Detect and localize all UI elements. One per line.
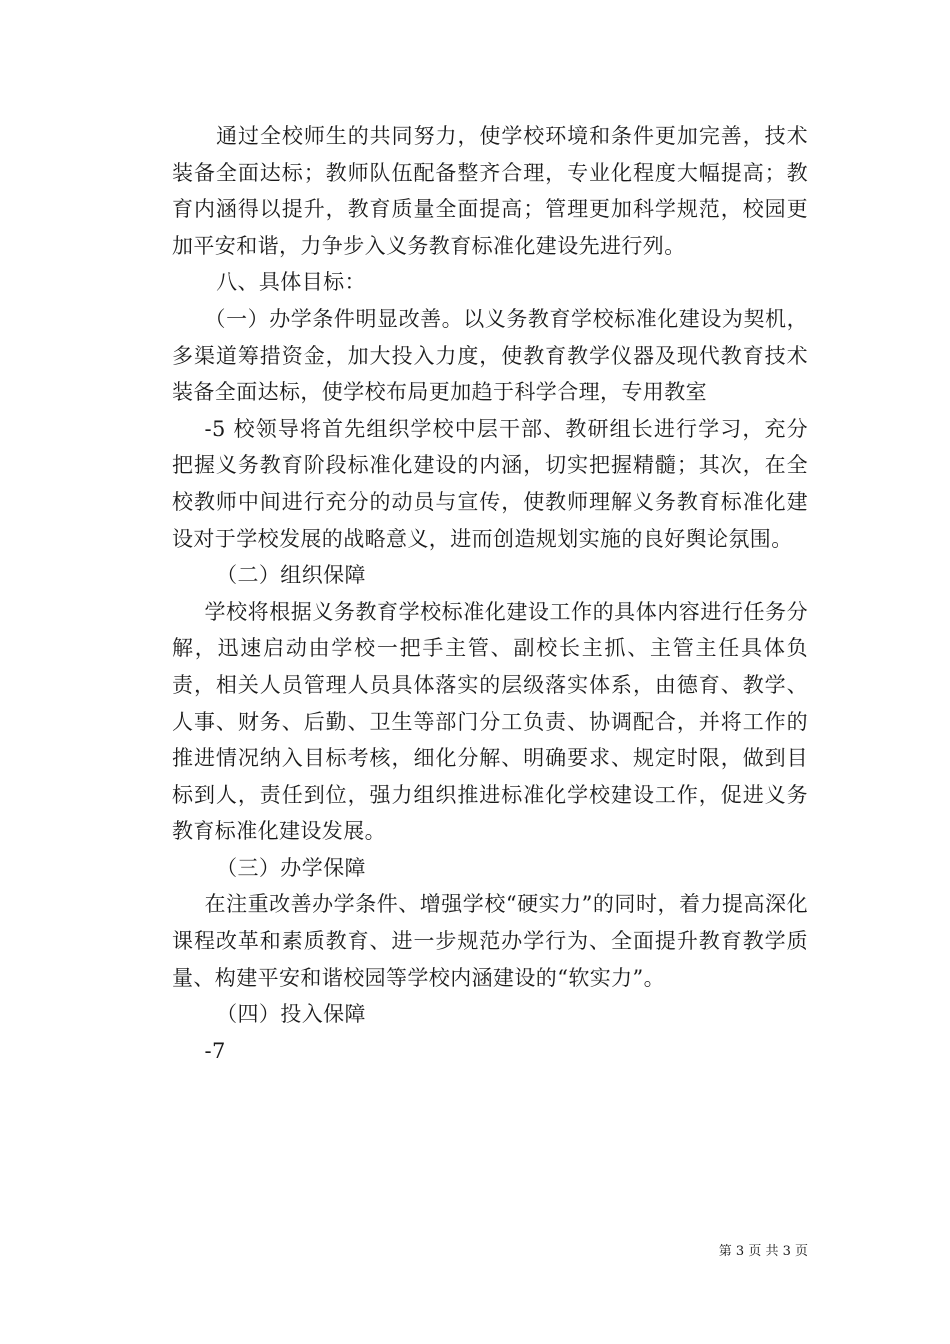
section-heading-specific-goals: 八、具体目标： xyxy=(216,270,366,295)
page-marker-text: -7 xyxy=(204,1038,226,1063)
paragraph-school-conditions: （一）办学条件明显改善。以义务教育学校标准化建设为契机，多渠道筹措资金，加大投入力度，使教育教学仪器及现代教育技术装备全面达标，使学校布局更加趋于科学合理，专用教室 xyxy=(172,306,808,405)
paragraph-task-decomposition: 学校将根据义务教育学校标准化建设工作的具体内容进行任务分解，迅速启动由学校一把手主管、副校长主抓、主管主任具体负责，相关人员管理人员具体落实的层级落实体系，由德育、教学、人事、财务、后勤、卫生等部门分工负责、协调配合，并将工作的推进情况纳入目标考核，细化分解、明确要求、规定时限，做到目标到人，责任到位，强力组织推进标准化学校建设工作，促进义务教育标准化建设发展。 xyxy=(172,599,808,844)
paragraph-soft-power: 在注重改善办学条件、增强学校“硬实力”的同时，着力提高深化课程改革和素质教育、进一步规范办学行为、全面提升教育教学质量、构建平安和谐校园等学校内涵建设的“软实力”。 xyxy=(172,892,808,990)
paragraph-goal-summary: 通过全校师生的共同努力，使学校环境和条件更加完善，技术装备全面达标；教师队伍配备整齐合理，专业化程度大幅提高；教育内涵得以提升，教育质量全面提高；管理更加科学规范，校园更加平安和谐，力争步入义务教育标准化建设先进行列。 xyxy=(172,124,808,258)
page-number-footer: 第 3 页 共 3 页 xyxy=(718,1244,808,1259)
subheading-school-running-guarantee: （三）办学保障 xyxy=(216,855,366,880)
document-body xyxy=(172,118,808,1069)
subheading-investment-guarantee: （四）投入保障 xyxy=(216,1002,366,1027)
subheading-organization-guarantee: （二）组织保障 xyxy=(216,563,366,588)
paragraph-leadership-study: -5 校领导将首先组织学校中层干部、教研组长进行学习，充分把握义务教育阶段标准化建设的内涵，切实把握精髓；其次，在全校教师中间进行充分的动员与宣传，使教师理解义务教育标准化建设对于学校发展的战略意义，进而创造规划实施的良好舆论氛围。 xyxy=(172,416,808,551)
